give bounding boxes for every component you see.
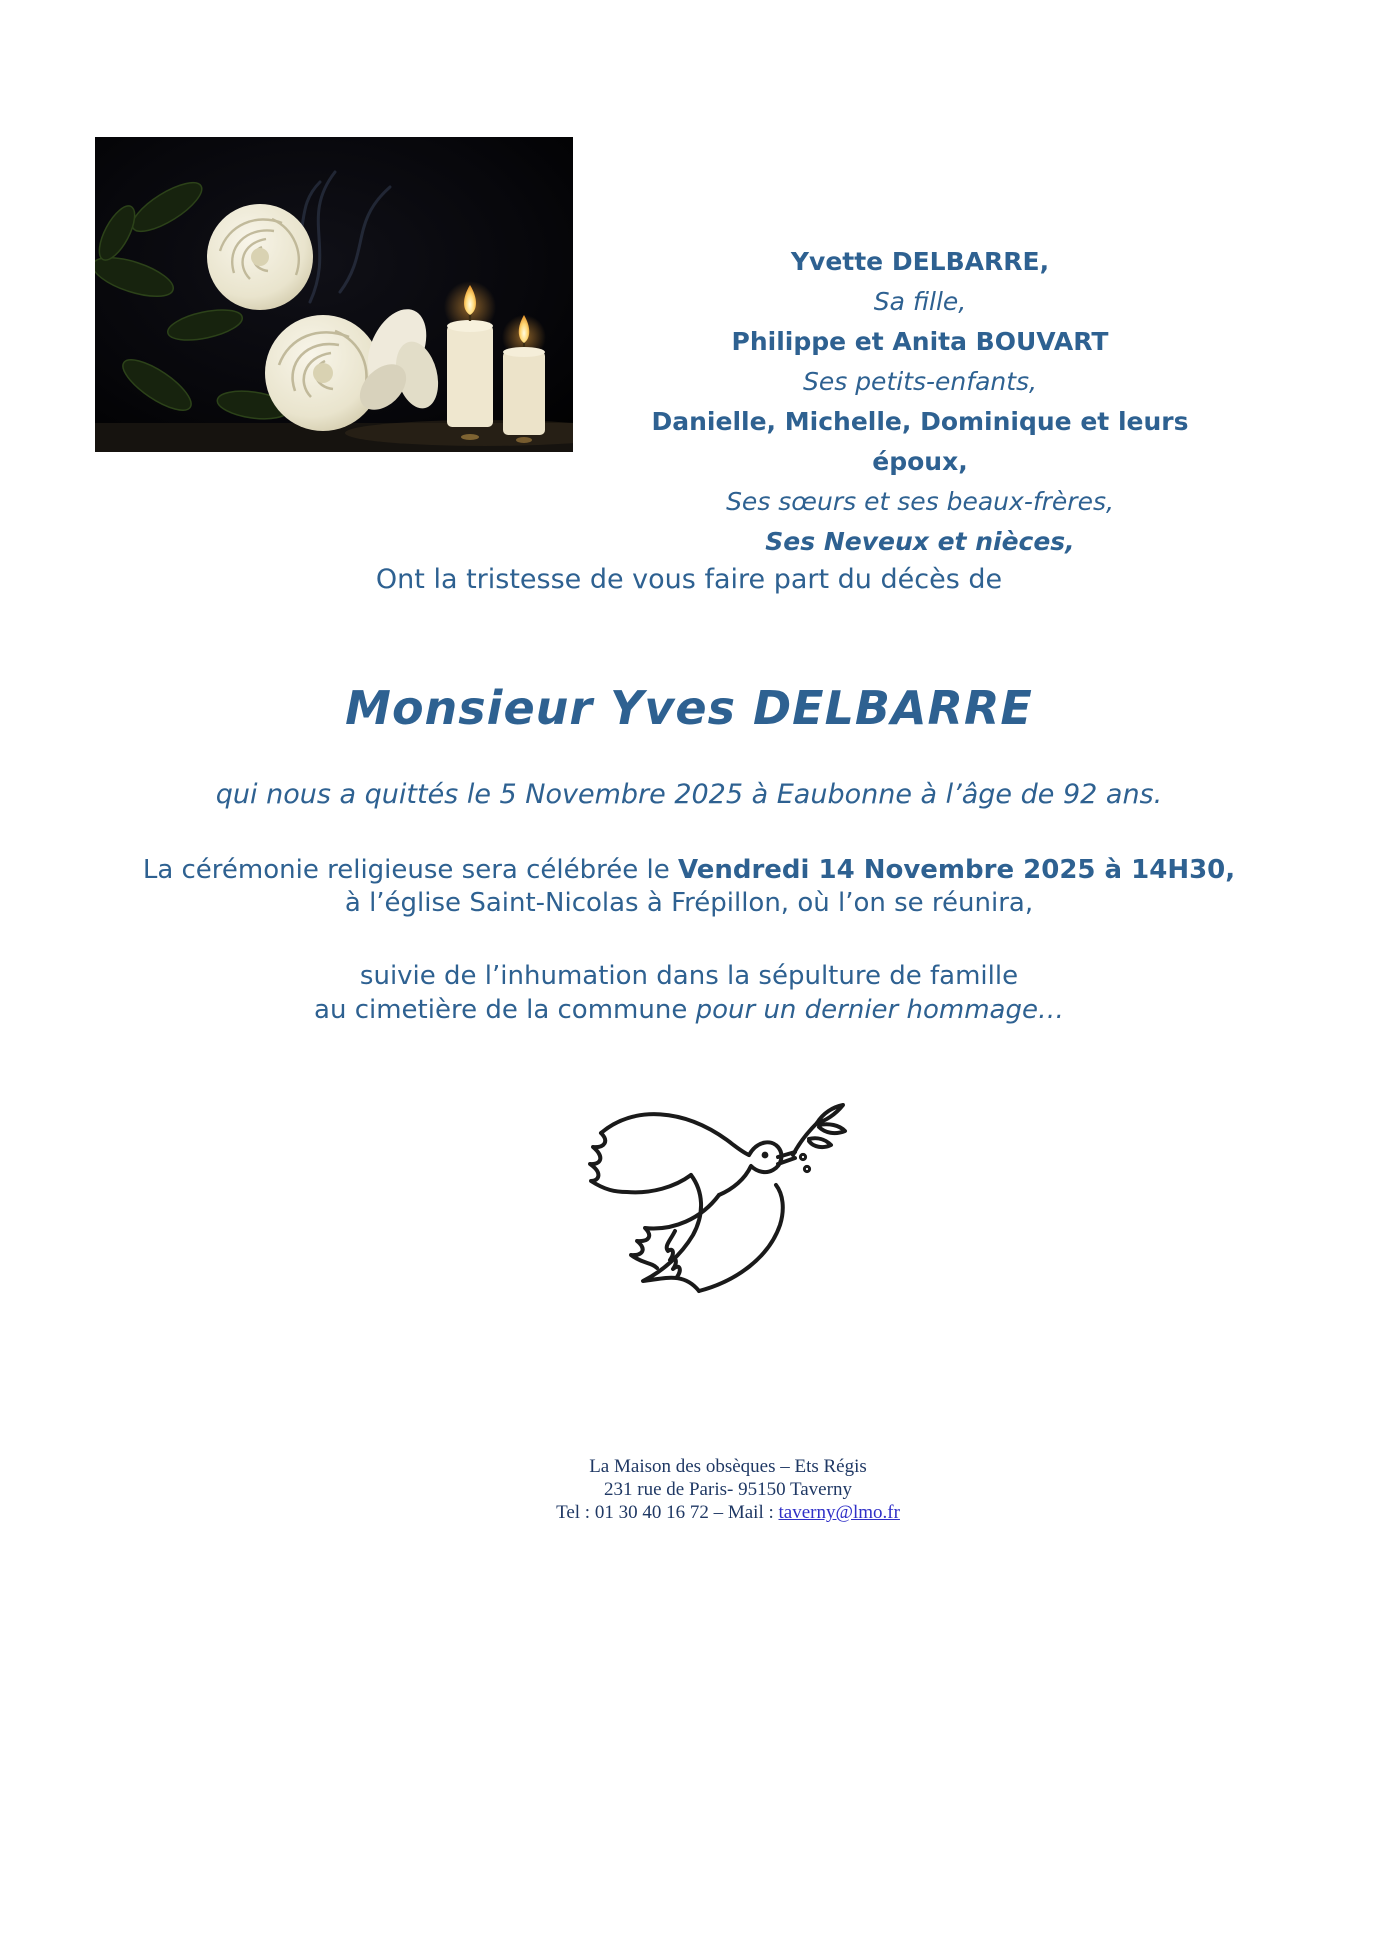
family-block [620,242,1220,562]
roses-and-candles-photo [95,137,573,452]
ceremony-text: La cérémonie religieuse sera célébrée le [142,855,670,885]
funeral-home-name: La Maison des obsèques – Ets Régis [589,1456,867,1477]
family-line: Philippe et Anita BOUVART [731,327,1109,356]
family-line: Yvette DELBARRE, [790,247,1050,276]
peace-dove-icon [578,1095,850,1325]
burial-line-2 [0,992,1378,1028]
burial-homage: pour un dernier hommage… [695,995,1064,1025]
email-link[interactable]: taverny@lmo.fr [778,1502,900,1523]
burial-line-1: suivie de l’inhumation dans la sépulture de famille [359,961,1019,991]
funeral-home-contact [78,1501,1378,1524]
ceremony-line-2: à l’église Saint-Nicolas à Frépillon, où l’on se réunira, [344,888,1034,918]
family-line: Danielle, Michelle, Dominique et leurs époux, [651,407,1189,476]
peace-dove-drawing [578,1095,850,1325]
funeral-home-address: 231 rue de Paris- 95150 Taverny [604,1479,852,1500]
death-details: qui nous a quittés le 5 Novembre 2025 à Eaubonne à l’âge de 92 ans. [215,779,1163,810]
funeral-home-footer [78,1455,1378,1524]
family-line: Ses Neveux et nièces, [765,527,1075,556]
phone-and-mail-label: Tel : 01 30 40 16 72 – Mail : [556,1502,774,1523]
ceremony-date: Vendredi 14 Novembre 2025 à 14H30, [678,855,1236,885]
deceased-name: Monsieur Yves DELBARRE [345,681,1033,735]
announcement-intro: Ont la tristesse de vous faire part du décès de [375,564,1003,595]
family-line: Ses petits-enfants, [802,367,1038,396]
burial-text: au cimetière de la commune [314,995,688,1025]
family-line: Sa fille, [873,287,967,316]
family-line: Ses sœurs et ses beaux-frères, [726,487,1114,516]
ceremony-line-1 [0,852,1378,888]
roses-and-candles-photo-art [95,137,573,452]
